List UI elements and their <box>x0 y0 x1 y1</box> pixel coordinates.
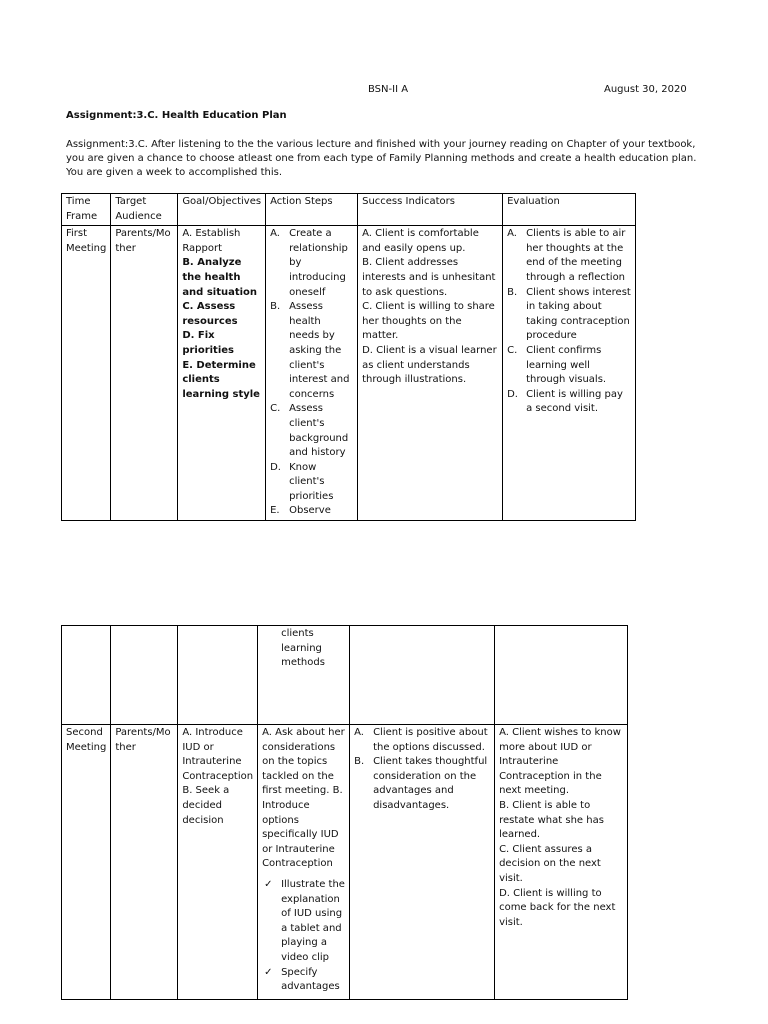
evaluation-item: B. Client shows interest in taking about taking contraception procedure <box>507 286 631 342</box>
goal-item: D. Fix priorities <box>182 330 235 356</box>
evaluation-item: A. Client wishes to know more about IUD or Intrauterine Contraception in the next meeting. <box>499 727 621 797</box>
goals-cell <box>178 226 266 521</box>
action-item: B. Assess health needs by asking the client's interest and concerns <box>270 301 350 400</box>
check-item: ✓ Illustrate the explanation of IUD using a tablet and playing a video clip <box>264 878 345 963</box>
indicator-item: A. Client is comfortable and easily opens up. <box>362 228 479 254</box>
actions-cell <box>266 226 358 521</box>
table-row <box>62 725 628 1000</box>
evaluation-item: D. Client is willing to come back for the next visit. <box>499 887 616 928</box>
empty-cell <box>62 626 111 725</box>
action-item: C. Assess client's background and history <box>270 403 349 459</box>
goal-item: E. Determine clients learning style <box>182 359 260 400</box>
indicator-item: A. Client is positive about the options discussed. <box>354 727 488 753</box>
action-text: A. Ask about her considerations on the topics tackled on the first meeting. B. Introduce options specifically IUD or Intrauterine Contraception <box>262 727 345 870</box>
goals-cell: A. Introduce IUD or Intrauterine Contraception B. Seek a decided decision <box>178 725 258 1000</box>
date-label: August 30, 2020 <box>604 84 687 95</box>
indicators-cell <box>350 725 495 1000</box>
header-success-indicators: Success Indicators <box>358 194 503 226</box>
header-goals: Goal/Objectives <box>178 194 266 226</box>
empty-cell <box>495 626 628 725</box>
table-header-row <box>62 194 636 226</box>
class-label: BSN-II A <box>368 84 409 95</box>
time-frame-cell: Second Meeting <box>62 725 111 1000</box>
evaluation-item: C. Client assures a decision on the next visit. <box>499 843 601 884</box>
evaluation-item: B. Client is able to restate what she has learned. <box>499 799 604 841</box>
evaluation-cell <box>495 725 628 1000</box>
indicator-item: B. Client takes thoughtful consideration on the advantages and disadvantages. <box>354 756 488 811</box>
goal-item: B. Analyze the health and situation <box>182 257 258 298</box>
actions-continuation-cell: clients learning methods <box>258 626 350 725</box>
goal-item: C. Assess resources <box>182 301 238 327</box>
time-frame-cell: First Meeting <box>62 226 111 521</box>
empty-cell <box>111 626 178 725</box>
action-item: E. Observe <box>270 505 331 517</box>
evaluation-cell <box>503 226 636 521</box>
audience-cell: Parents/Mother <box>111 226 178 521</box>
action-item: A. Create a relationship by introducing oneself <box>270 228 348 298</box>
goal-item: A. Establish Rapport <box>182 228 241 254</box>
empty-cell <box>350 626 495 725</box>
intro-paragraph: Assignment:3.C. After listening to the the various lecture and finished with your journey reading on Chapter of your textbook, you are given a chance to choose atleast one from each type of Family Planning methods and create a health education plan. You are given a week to accomplished this. <box>66 139 697 178</box>
check-item: ✓ Specify advantages <box>264 966 340 993</box>
evaluation-item: D. Client is willing pay a second visit. <box>507 388 623 415</box>
indicator-item: B. Client addresses interests and is unhesitant to ask questions. <box>362 257 496 298</box>
document-title: Assignment:3.C. Health Education Plan <box>66 110 287 121</box>
plan-table-part2 <box>61 625 628 1000</box>
empty-cell <box>178 626 258 725</box>
table-row-continuation <box>62 626 628 725</box>
action-item: D. Know client's priorities <box>270 461 334 502</box>
audience-cell: Parents/Mother <box>111 725 178 1000</box>
indicator-item: D. Client is a visual learner as client understands through illustrations. <box>362 344 497 386</box>
header-action-steps: Action Steps <box>266 194 358 226</box>
header-time-frame: Time Frame <box>62 194 111 226</box>
evaluation-item: C. Client confirms learning well through visuals. <box>507 344 607 386</box>
indicator-item: C. Client is willing to share her thoughts on the matter. <box>362 301 495 342</box>
header-evaluation: Evaluation <box>503 194 636 226</box>
indicators-cell <box>358 226 503 521</box>
check-icon: ✓ <box>264 878 273 890</box>
check-icon: ✓ <box>264 966 273 978</box>
header-target-audience: Target Audience <box>111 194 178 226</box>
evaluation-item: A. Clients is able to air her thoughts at the end of the meeting through a reflection <box>507 228 626 283</box>
table-row <box>62 226 636 521</box>
actions-cell <box>258 725 350 1000</box>
plan-table-part1 <box>61 193 636 521</box>
